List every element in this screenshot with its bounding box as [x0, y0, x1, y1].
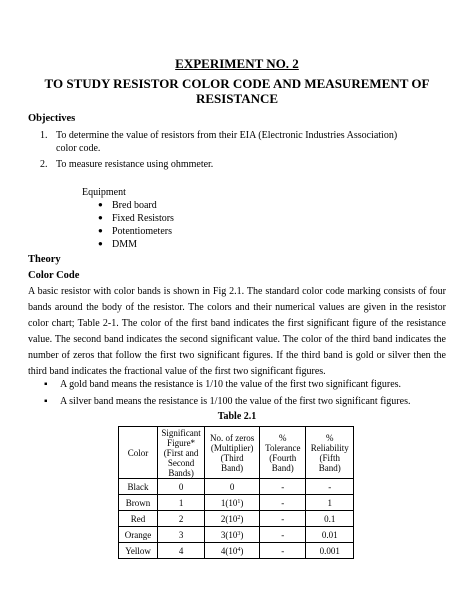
square-bullet-icon [44, 378, 52, 386]
header-line: (Fourth [269, 452, 297, 463]
cell-tolerance: - [260, 543, 306, 559]
title-line-2: RESISTANCE [195, 91, 279, 106]
bullet-silver [44, 395, 454, 408]
header-line: Band) [318, 462, 341, 473]
theory-paragraph: A basic resistor with color bands is shown in Fig 2.1. The standard color code marking consists of four bands around the body of the resistor. The colors and their numerical values are given in the resistor color chart; Table 2-1. The color of the first band indicates the first significant figure of the resistance value. The second band indicates the second significant value. The color of the third band indicates the number of zeros that follow the first two significant figures. If the third band is gold or silver then the third band indicates the fractional value of the first two significant figures. [28, 286, 446, 377]
cell-multiplier: $4(10^4)$ [205, 543, 260, 559]
objective-text: To determine the value of resistors from their EIA (Electronic Industries Association) [56, 130, 398, 141]
table-row [119, 527, 354, 543]
cell-figure: 4 [158, 543, 205, 559]
bullet-gold [44, 378, 454, 391]
experiment-number: EXPERIMENT NO. 2 [175, 56, 299, 71]
table-header-row [119, 427, 354, 479]
multiplier-base: 2(10 [220, 513, 238, 524]
cell-figure: 3 [158, 527, 205, 543]
header-tolerance [260, 427, 306, 479]
header-line: Reliability [310, 442, 349, 453]
equipment-item: ● DMM [98, 239, 138, 250]
header-significant [158, 427, 205, 479]
equipment-label: DMM [112, 239, 138, 250]
cell-figure: 0 [158, 479, 205, 495]
title-line-1: TO STUDY RESISTOR COLOR CODE AND MEASUREMENT OF [44, 76, 430, 91]
header-multiplier [205, 427, 260, 479]
header-line: Tolerance [265, 442, 301, 453]
header-color [119, 427, 158, 479]
objectives-heading: Objectives [28, 113, 76, 124]
header-line: Band) [271, 462, 294, 473]
cell-reliability: 0.001 [306, 543, 354, 559]
header-line: (Third [220, 452, 244, 463]
objective-number: 2. [40, 159, 48, 170]
bullet-text: A gold band means the resistance is 1/10 the value of the first two significant figures. [60, 379, 402, 390]
cell-reliability: 1 [306, 495, 354, 511]
table-row [119, 543, 354, 559]
header-line: Significant [161, 427, 201, 438]
table-row [119, 495, 354, 511]
multiplier-exponent: 3 [237, 530, 241, 537]
cell-color: Orange [119, 527, 158, 543]
equipment-label: Potentiometers [112, 226, 172, 237]
header-line: (Fifth [319, 452, 340, 463]
cell-multiplier: $1(10^1)$ [205, 495, 260, 511]
multiplier-base: 0 [229, 481, 235, 492]
equipment-item: ● Potentiometers [98, 226, 172, 237]
header-reliability [306, 427, 354, 479]
cell-figure: 1 [158, 495, 205, 511]
color-code-table [118, 426, 354, 559]
table-caption: Table 2.1 [217, 411, 257, 422]
header-line: (First and [163, 447, 199, 458]
multiplier-base: 3(10 [220, 529, 238, 540]
cell-reliability: - [306, 479, 354, 495]
square-bullet-icon [44, 395, 52, 403]
header-line: % [325, 432, 334, 443]
objective-number: 1. [40, 130, 48, 141]
header-line: (Multiplier) [210, 442, 254, 453]
equipment-label: Bred board [112, 200, 157, 211]
cell-reliability: 0.01 [306, 527, 354, 543]
multiplier-base: 1(10 [220, 497, 238, 508]
cell-color: Brown [119, 495, 158, 511]
theory-heading: Theory [28, 254, 61, 265]
table-row [119, 511, 354, 527]
cell-multiplier: $3(10^3)$ [205, 527, 260, 543]
cell-multiplier [205, 479, 260, 495]
header-line: Color [127, 447, 149, 458]
multiplier-exponent: 4 [237, 546, 241, 553]
cell-tolerance: - [260, 495, 306, 511]
multiplier-exponent: 2 [237, 514, 241, 521]
objective-item-2 [40, 158, 450, 171]
cell-tolerance: - [260, 527, 306, 543]
cell-reliability: 0.1 [306, 511, 354, 527]
header-line: Figure* [167, 437, 196, 448]
cell-figure: 2 [158, 511, 205, 527]
color-code-heading: Color Code [28, 270, 80, 281]
bullet-text: A silver band means the resistance is 1/100 the value of the first two significant figures. [60, 396, 411, 407]
cell-tolerance: - [260, 479, 306, 495]
header-line: Bands) [168, 467, 194, 478]
objective-text: To measure resistance using ohmmeter. [56, 159, 214, 170]
equipment-item: ● Bred board [98, 200, 157, 211]
cell-color: Red [119, 511, 158, 527]
objective-item-1 [40, 129, 450, 155]
multiplier-base: 4(10 [220, 545, 238, 556]
cell-multiplier: $2(10^2)$ [205, 511, 260, 527]
cell-color: Yellow [119, 543, 158, 559]
cell-tolerance: - [260, 511, 306, 527]
multiplier-exponent: 1 [237, 498, 241, 505]
header-line: Band) [221, 462, 244, 473]
equipment-item: ● Fixed Resistors [98, 213, 174, 224]
equipment-heading: Equipment [82, 187, 126, 198]
header-line: Second [167, 457, 195, 468]
header-line: % [279, 432, 287, 443]
cell-color: Black [119, 479, 158, 495]
equipment-label: Fixed Resistors [112, 213, 174, 224]
objective-text-cont: color code. [56, 143, 101, 154]
header-line: No. of zeros [209, 432, 255, 443]
table-row [119, 479, 354, 495]
